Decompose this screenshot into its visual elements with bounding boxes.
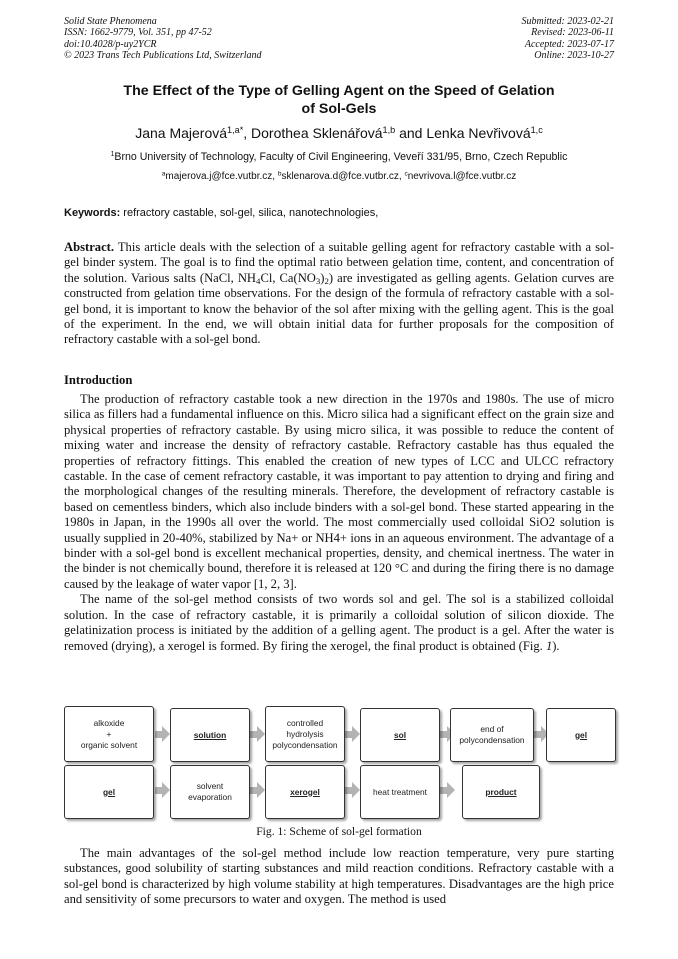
- abstract-text: ) are investigated as gelling agents. Gelation curves are constructed from gelation time observations. For the design of the formula of refractory castable with a sol-gel bond, it is important to know the behavior of the sol after mixing with the gelling agent. This is the goal of the experiment. In the end, we will obtain initial data for further proposals for the composition of refractory castable with a sol-gel bond.: [64, 270, 614, 347]
- affiliation-mark: 1: [110, 151, 115, 159]
- affiliation-text: Brno University of Technology, Faculty of Civil Engineering, Veveří 331/95, Brno, Czech Republic: [114, 151, 568, 163]
- issn: ISSN: 1662-9779, Vol. 351, pp 47-52: [64, 27, 212, 39]
- flow-box-gel-top: [546, 708, 616, 762]
- abstract: [64, 240, 614, 348]
- keywords-text: refractory castable, sol-gel, silica, nanotechnologies,: [120, 207, 379, 219]
- introduction-body: [64, 392, 614, 654]
- body-continuation: [64, 846, 614, 908]
- introduction-heading: Introduction: [64, 373, 133, 387]
- author-name: Dorothea Sklenářová: [251, 125, 383, 141]
- flow-box-product: [462, 765, 540, 819]
- box-text: polycondensation: [272, 739, 338, 750]
- email-link[interactable]: majerova.j@fce.vutbr.cz: [165, 171, 273, 182]
- keywords-label: Keywords:: [64, 207, 121, 219]
- flow-box-gel-bottom: [64, 765, 154, 819]
- box-text: organic solvent: [80, 739, 138, 750]
- abstract-text: Cl, Ca(NO: [260, 270, 316, 285]
- email-mark: c: [404, 170, 408, 178]
- author-list: [64, 124, 614, 142]
- journal-info: [64, 16, 262, 62]
- revised-date: Revised: 2023-06-11: [531, 27, 614, 39]
- title-line-1: The Effect of the Type of Gelling Agent on the Speed of Gelation: [123, 83, 555, 99]
- abstract-subscript: 4: [256, 275, 261, 286]
- online-date: Online: 2023-10-27: [534, 50, 614, 62]
- publication-dates: [522, 16, 615, 62]
- author-affil-mark: 1,b: [382, 125, 396, 135]
- paragraph-text: The name of the sol-gel method consists of two words sol and gel. The sol is a stabilized colloidal solution. In the case of refractory castable, it is primarily a colloidal solution of silicon dioxide. The gelatinization process is initiated by the addition of a gelling agent. The product is a gel. After the water is removed (drying), a xerogel is formed. By firing the xerogel, the final product is obtained (Fig.: [64, 592, 614, 653]
- email-separator: ,: [398, 171, 405, 182]
- email-link[interactable]: nevrivova.l@fce.vutbr.cz: [407, 171, 517, 182]
- box-text: hydrolysis: [286, 728, 324, 739]
- sol-gel-scheme-figure: [62, 704, 618, 824]
- author-separator: ,: [243, 125, 252, 141]
- paragraph: The main advantages of the sol-gel method include low reaction temperature, very pure starting substances, good solubility of starting substances and mild reaction conditions. Refractory castable with a sol-gel bond is characterized by high volume stability at high temperatures. Disadvantages are the high price and sensitivity of some precursors to water and oxygen. The method is used: [64, 846, 614, 907]
- accepted-date: Accepted: 2023-07-17: [524, 38, 614, 50]
- email-mark: a: [161, 170, 166, 178]
- box-text: xerogel: [290, 786, 320, 797]
- author-emails: [64, 170, 614, 184]
- box-text: evaporation: [188, 792, 232, 802]
- affiliation: [64, 150, 614, 164]
- paragraph: The production of refractory castable took a new direction in the 1970s and 1980s. The use of micro silica as fillers had a fundamental influence on this. Micro silica had a significant effect on the grain size and physical properties of refractory castable. By using micro silica, it was possible to reduce the content of mixing water and increase the density of refractory castable. Refractory castable has thus equaled the properties of refractory fittings. This enabled the creation of new types of LCC and ULCC refractory castable. In the case of cement refractory castable, it was important to pay attention to drying and firing and the morphological changes of the resulting minerals. Therefore, the development of refractory castable is based on cementless binders, which also include binders with a sol-gel bond. These started appearing in the 1980s in Japan, in the 1990s all over the world. The most commercially used colloidal SiO2 solution is usually supplied in 20-40%, stabilized by Na+ or NH4+ ions in an aqueous environment. The advantage of a binder with a sol-gel bond is excellent mechanical properties, density, and chemical inertness. The water in the binder is not chemically bound, therefore it is released at 120 °C and during the firing there is no damage caused by the leakage of water vapor [1, 2, 3].: [64, 392, 614, 591]
- author-separator: and: [395, 125, 427, 141]
- abstract-text: This article deals with the selection of a suitable gelling agent for refractory castable with a sol-gel binder system. The goal is to find the optimal ratio between gelation time, content, and concentration of the solution. Various salts (NaCl, NH: [64, 240, 614, 285]
- paragraph: [64, 592, 614, 654]
- keywords: [64, 206, 614, 220]
- title-line-2: of Sol-Gels: [301, 101, 377, 117]
- submitted-date: Submitted: 2023-02-21: [521, 16, 614, 27]
- box-text: solution: [193, 729, 227, 740]
- box-text: heat treatment: [372, 786, 427, 797]
- box-text: solvent: [196, 781, 224, 791]
- flow-box-xerogel: [265, 765, 345, 819]
- abstract-text: ): [320, 270, 325, 285]
- email-mark: b: [277, 170, 282, 178]
- paper-title: [64, 82, 614, 118]
- flow-box-sol: [360, 708, 440, 762]
- paragraph-text: ).: [552, 638, 560, 653]
- copyright: © 2023 Trans Tech Publications Ltd, Switzerland: [64, 50, 262, 62]
- email-link[interactable]: sklenarova.d@fce.vutbr.cz: [281, 171, 399, 182]
- author-name: Lenka Nevřivová: [426, 125, 531, 141]
- doi: doi:10.4028/p-uy2YCR: [64, 38, 157, 50]
- box-text: end of: [480, 724, 504, 734]
- box-text: sol: [393, 729, 407, 740]
- abstract-label: Abstract.: [64, 240, 115, 254]
- figure-reference[interactable]: 1: [545, 638, 553, 653]
- email-separator: ,: [272, 171, 278, 182]
- box-text: gel: [574, 729, 588, 740]
- author-affil-mark: 1,a*: [227, 125, 244, 135]
- flow-box-heat-treatment: [360, 765, 440, 819]
- box-text: gel: [102, 786, 116, 797]
- author-name: Jana Majerová: [135, 125, 228, 141]
- figure-caption: Fig. 1: Scheme of sol-gel formation: [256, 825, 422, 838]
- box-text: product: [485, 786, 517, 797]
- box-text: controlled: [286, 717, 324, 728]
- flow-box-alkoxide: [64, 706, 154, 762]
- flow-box-solvent-evaporation: [170, 765, 250, 819]
- flow-box-hydrolysis: [265, 706, 345, 762]
- flow-box-solution: [170, 708, 250, 762]
- flow-box-end-polycondensation: [450, 708, 534, 762]
- box-text: polycondensation: [459, 735, 525, 745]
- abstract-subscript: 3: [315, 275, 321, 286]
- box-text: alkoxide: [93, 717, 125, 728]
- journal-name: Solid State Phenomena: [64, 16, 157, 27]
- abstract-subscript: 2: [324, 275, 329, 286]
- box-text: +: [106, 728, 112, 739]
- author-affil-mark: 1,c: [530, 125, 543, 135]
